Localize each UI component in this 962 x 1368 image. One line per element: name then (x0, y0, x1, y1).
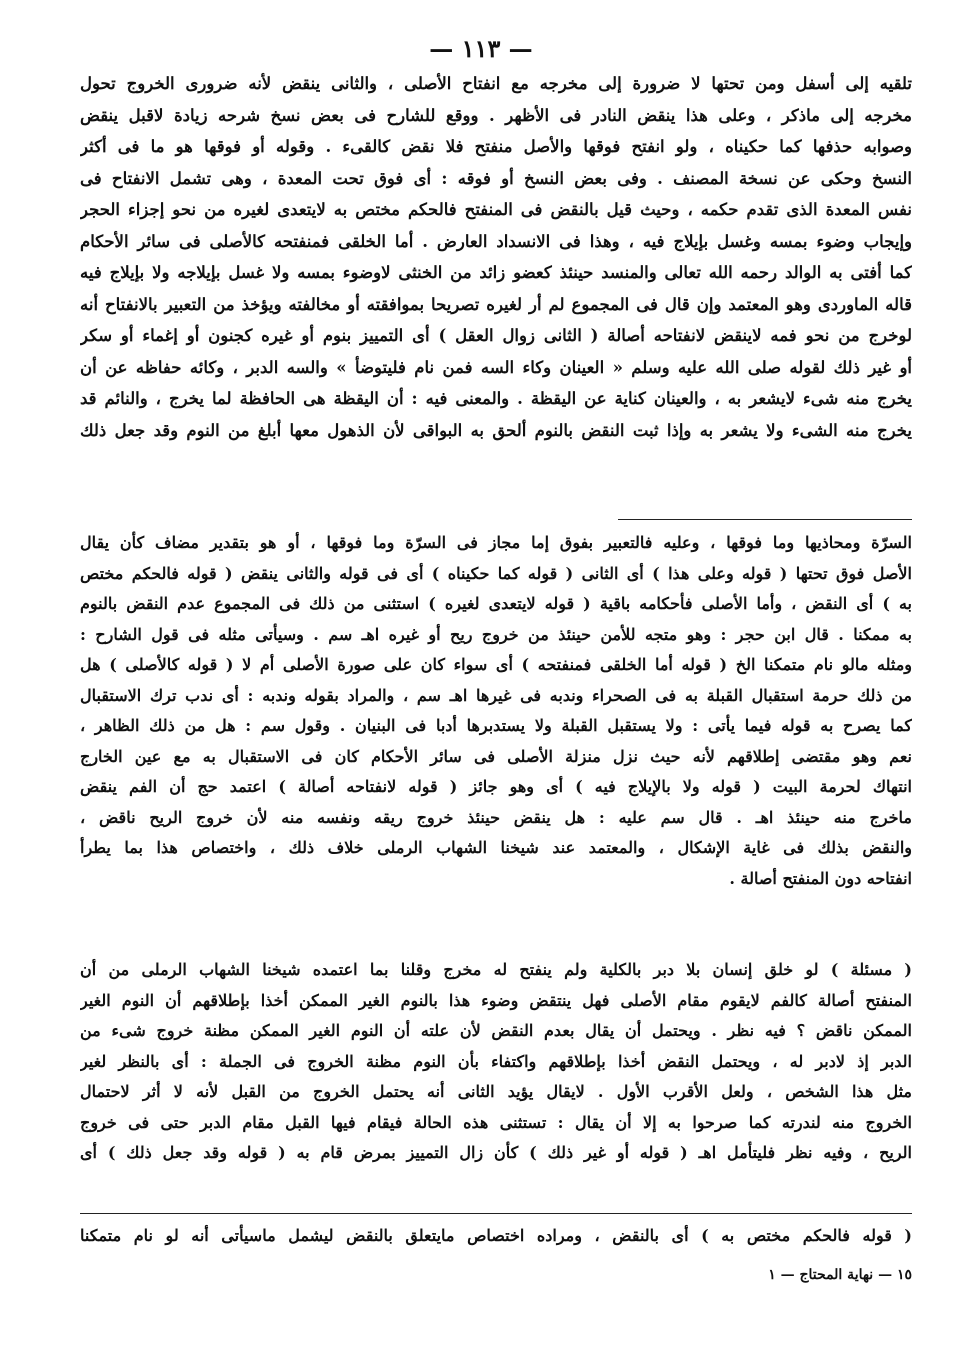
masala-line: ( مسئلة ) لو خلق إنسان بلا دبر بالكلية ولم ينفتح له مخرج وقلنا بما اعتمده شيخنا الشهاب الرملى من أن (80, 960, 912, 979)
masala-line: الممكن ناقض ؟ فيه نظر . ويحتمل أن يقال بعدم النقض لأن علته أن النوم الغير الممكن مظنة خروج شىء من (80, 1021, 912, 1040)
text-line: يخرج منه الشىء ولا يشعر به وإذا ثبت النقض بالنوم ألحق به البواقى لأن الذهول معها أبلغ من النوم وقد جعل ذلك (80, 420, 912, 440)
commentary-line: والنقض بذلك فى غاية الإشكال ، والمعتمد عند شيخنا الشهاب الرملى خلاف ذلك ، واختصاص هذا بما يطرأ (80, 838, 912, 857)
text-line: نفس المعدة الذى تقدم حكمه ، وحيث قيل بالنقض فى المنفتح فالحكم مختص به لايتعدى لغيره من نحو إجزاء الحجر (80, 200, 912, 219)
text-line: تلقيه إلى أسفل ومن تحتها لا ضرورة إلى مخرجه مع انفتاح الأصلى ، والثانى ينقض لأنه ضرورى الخروج تحول (80, 74, 912, 93)
footnote-divider (80, 1213, 912, 1214)
commentary-line: ومثله مالو نام متمكنا الخ ( قوله أما الخلقى فمنفتحه ) أى سواء كان على صورة الأصلى أم لا ( قوله كالأصلى ) هل (80, 655, 912, 674)
masala-line: مثل هذا الشخص ، ولعل الأقرب الأول . لايقال يؤيد الثانى أنه يحتمل الخروج من القبل لأنه لا أثر لاحتمال (80, 1082, 912, 1101)
commentary-line: الأصل فوق تحتها ( قوله وعلى هذا ) أى الثانى ( قوله كما حكيناه ) أى فى قوله والثانى ينقض ( قوله فالحكم مختص (80, 563, 912, 583)
text-line: مخرجه إلى ماذكر ، وعلى هذا ينقض النادر فى الأظهر . ووقع للشارح فى بعض نسخ شرحه زيادة لاقبل ينقض (80, 105, 912, 125)
commentary-line: ماخرج منه حينئذ اهـ . قال سم عليه : هل ينقض حينئذ خروج ريقه ونفسه منه لأن خروج الريح ناقض ، (80, 807, 912, 827)
footnote-line: ( قوله فالحكم مختص به ) أى بالنقض ، ومراده اختصاص مايتعلق بالنقض ليشمل ماسيأتى أنه لو نام متمكنا (80, 1226, 912, 1245)
commentary-line: السرّة ومحاذيها وما فوقها ، وعليه فالتعبير بفوق إما مجاز فى السرّة وما فوقها ، أو هو بتقدير مضاف كأن يقال (80, 533, 912, 552)
page-number: — ١١٣ — (429, 34, 533, 63)
text-line: أو غير ذلك لقوله صلى الله عليه وسلم « العينان وكاء السه فمن نام فليتوضأ » والسه الدبر ، وكائه حفاظه عن أن (80, 357, 912, 377)
main-text (80, 68, 912, 446)
masala-line: الريح ، وفيه نظر فليتأمل اهـ ( قوله أو غير ذلك ) كأن زال التمييز بمرض قام به ( قوله وقد جعل ذلك ) أى (80, 1143, 912, 1162)
text-line: وصوابه حذفها كما حكيناه ، ولو انفتح فوقها والأصل منفتح فلا نقض كالقىء . وقوله أو فوقها هو ما فى أكثر (80, 137, 912, 156)
commentary-line: انتهاك لحرمة البيت ( قوله ولا بالإيلاج فيه ) أى وهو جائز ( قوله لانفتاحه أصالة ) اعتمد حج أن الفم ينقض (80, 777, 912, 796)
commentary-text (80, 528, 912, 894)
text-line: لوخرج من نحو فمه لاينقض لانفتاحه أصالة ( الثانى زوال العقل ) أى التمييز بنوم أو غيره كجنون أو إغماء أو سكر (80, 326, 912, 345)
commentary-line: به ) أى النقض ، وأما الأصلى فأحكامه باقية ( قوله لايتعدى لغيره ) استثنى من ذلك فى المجموع عدم النقض بالنوم (80, 594, 912, 613)
text-line: قاله الماوردى وهو المعتمد وإن قال فى المجموع لم أر لغيره تصريحا بموافقته أو مخالفته ويؤخذ من التعبير بالانفتاح أنه (80, 294, 912, 314)
masala-text (80, 955, 912, 1169)
text-line: يخرج منه شىء لايشعر به ، والعينان كناية عن اليقظة . والمعنى فيه : أن اليقظة هى الحافظة لما يخرج ، والنائم قد (80, 389, 912, 408)
text-line: كما أفتى به الوالد رحمه الله تعالى والمنسد حينئذ كعضو زائد من الخنثى لاوضوء بمسه ولا غسل بإيلاجه ولا بإيلاج فيه (80, 263, 912, 282)
masala-line: الخروج منه لندرته كما صرحوا به إلا أن يقال : تستثنى هذه الحالة فيقام فيها القبل مقام الدبر حتى فى خروج (80, 1112, 912, 1132)
footnote (80, 1220, 912, 1252)
commentary-line: انفتاحه دون المنفتح أصالة . (729, 868, 912, 888)
text-line: النسخ وحكى عن نسخة المصنف . وفى بعض النسخ أو فوقه : أى فوق تحت المعدة ، وهى تشمل الانفتاح فى (80, 168, 912, 188)
printer-signature: ١٥ — نهاية المحتاج — ١ (768, 1267, 912, 1283)
commentary-line: نعم وهو مقتضى إطلاقهم لأنه حيث نزل منزلة الأصلى فى سائر الأحكام كان فى الاستقبال به مع عين الخارج (80, 746, 912, 766)
commentary-line: كما يصرح به قوله فيما يأتى : ولا يستقبل القبلة ولا يستدبرها أدبا فى البنيان . وقول سم : هل من ذلك الظاهر ، (80, 716, 912, 735)
text-line: وإيجاب وضوء بمسه وغسل بإيلاج فيه ، وهذا فى الانسداد العارض . أما الخلقى فمنفتحه كالأصلى فى سائر الأحكام (80, 231, 912, 251)
masala-line: المنفتح أصالة كالفم لايقوم مقام الأصلى فهل ينتقض وضوء هذا بالنوم الغير الممكن أخذا بإطلاقهم أن النوم الغير (80, 990, 912, 1010)
masala-line: الدبر إذ لادبر له ، ويحتمل النقض أخذا بإطلاقهم واكتفاء بأن النوم مظنة الخروج فى الجملة : أى بالنظر لغير (80, 1051, 912, 1071)
section-divider (618, 519, 912, 520)
commentary-line: من ذلك حرمة استقبال القبلة به فى الصحراء وندبه فى غيرها اهـ سم ، والمراد بقوله وندبه : أى ندب ترك الاستقبال (80, 685, 912, 705)
commentary-line: به ممكنا . قال ابن حجر : وهو متجه للأمن حينئذ من خروج ريح أو غيره اهـ سم . وسيأتى مثله فى قول الشارح : (80, 624, 912, 644)
